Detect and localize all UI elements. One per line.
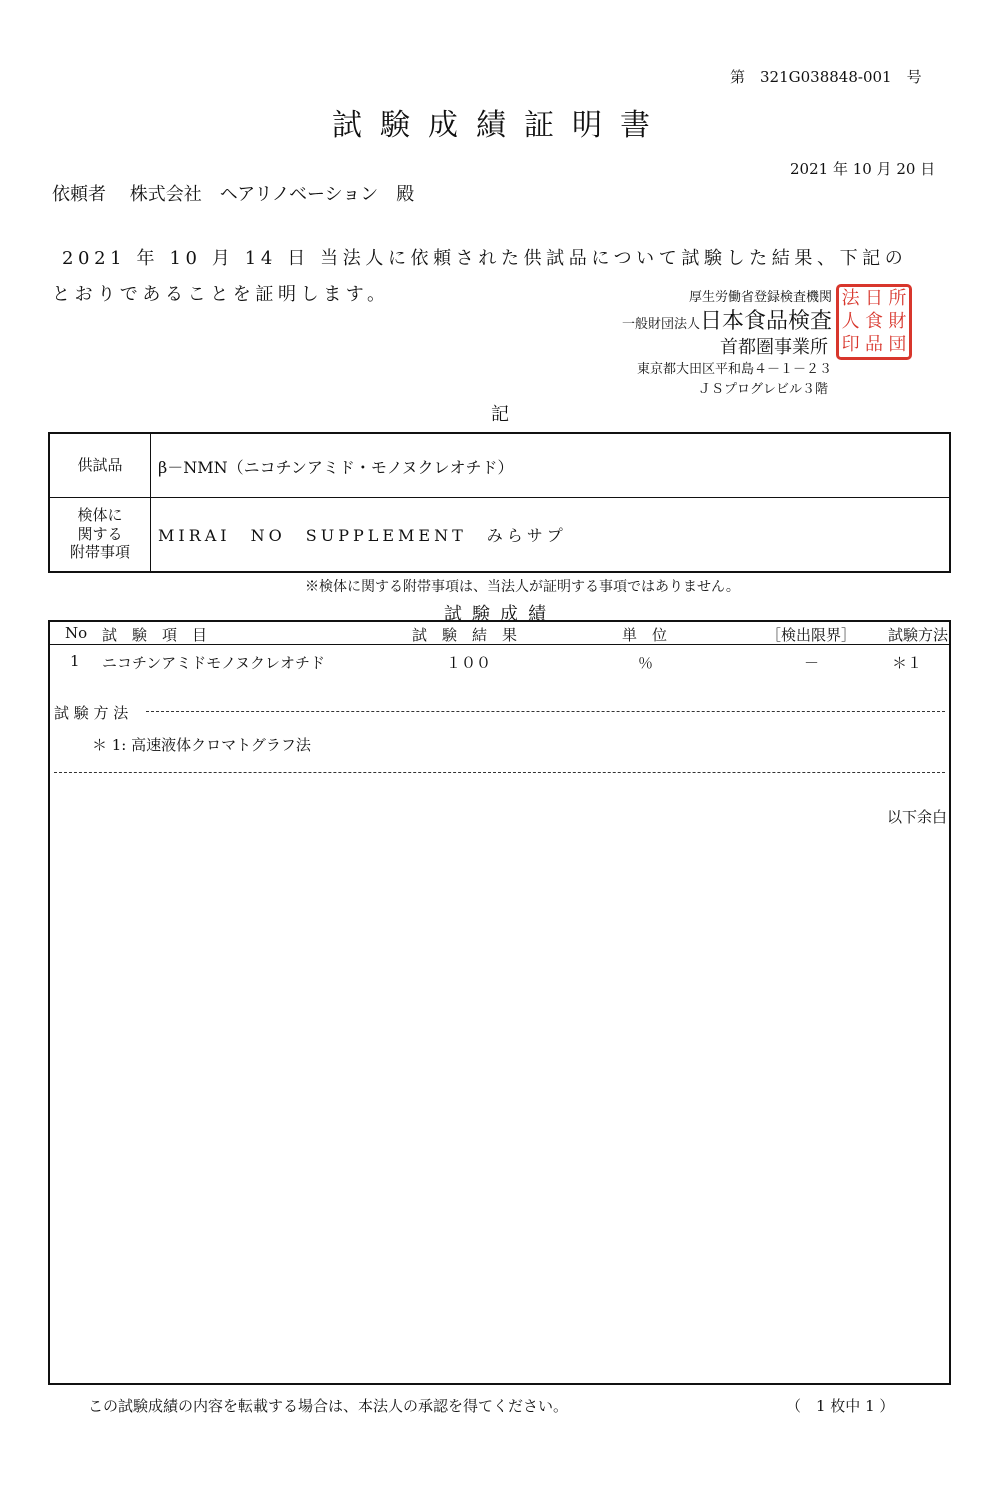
method-entry: ＊ 1: 高速液体クロマトグラフ法 bbox=[92, 736, 311, 754]
client-line: 依頼者 株式会社 ヘアリノベーション 殿 bbox=[52, 184, 415, 205]
sample-row bbox=[50, 434, 949, 498]
seal-char: 法 bbox=[841, 287, 860, 309]
org-address-line-2: ＪＳプログレビル３階 bbox=[697, 382, 828, 397]
seal-char: 人 bbox=[841, 310, 860, 332]
reprint-notice: この試験成績の内容を転載する場合は、本法人の承認を得てください。 bbox=[88, 1397, 569, 1415]
body-text-line-1: 2021 年 10 月 14 日 当法人に依頼された供試品について試験した結果、下記の bbox=[62, 248, 908, 269]
result-row-no: 1 bbox=[70, 652, 80, 670]
header-unit: 単 位 bbox=[622, 626, 668, 644]
body-text-line-2: とおりであることを証明します。 bbox=[52, 284, 390, 305]
methods-label: 試 験 方 法 bbox=[54, 704, 129, 722]
end-mark: 以下余白 bbox=[886, 808, 947, 826]
result-row-limit: － bbox=[804, 654, 820, 672]
header-no: No bbox=[65, 624, 88, 642]
sample-info-table bbox=[48, 432, 951, 573]
header-limit: ［検出限界］ bbox=[766, 626, 857, 644]
seal-char: 印 bbox=[841, 334, 860, 356]
methods-end-divider bbox=[54, 772, 945, 773]
specimen-value: MIRAI NO SUPPLEMENT みらサプ bbox=[158, 526, 567, 545]
specimen-disclaimer: ※検体に関する附帯事項は、当法人が証明する事項ではありません。 bbox=[305, 579, 740, 595]
document-title: 試験成績証明書 bbox=[332, 108, 668, 143]
seal-char: 財 bbox=[888, 310, 907, 332]
official-seal bbox=[836, 284, 912, 360]
org-name: 日本食品検査 bbox=[699, 309, 832, 334]
sample-value: β－NMN（ニコチンアミド・モノヌクレオチド） bbox=[158, 458, 514, 477]
header-result: 試 験 結 果 bbox=[412, 626, 518, 644]
specimen-row bbox=[50, 497, 949, 571]
org-address-line-1: 東京都大田区平和島４－１－２３ bbox=[636, 362, 832, 377]
results-title: 試験成績 bbox=[444, 604, 556, 625]
result-row-item: ニコチンアミドモノヌクレオチド bbox=[102, 654, 326, 672]
header-method: 試験方法 bbox=[888, 626, 949, 644]
result-row-value: １００ bbox=[446, 654, 492, 672]
ki-heading: 記 bbox=[491, 404, 509, 425]
seal-char: 団 bbox=[888, 334, 907, 356]
issue-date: 2021 年 10 月 20 日 bbox=[790, 160, 936, 178]
sample-label: 供試品 bbox=[50, 434, 151, 497]
page-count: （ 1 枚中 1 ） bbox=[786, 1397, 895, 1415]
org-prefix: 一般財団法人 bbox=[621, 317, 700, 332]
methods-divider bbox=[146, 711, 945, 712]
org-branch: 首都圏事業所 bbox=[720, 337, 828, 358]
org-ministry: 厚生労働省登録検査機関 bbox=[688, 290, 832, 305]
certificate-number: 第 321G038848-001 号 bbox=[730, 68, 922, 86]
specimen-label: 検体に 関する 附帯事項 bbox=[50, 497, 151, 571]
result-row-unit: ％ bbox=[638, 654, 654, 672]
result-row-method: ＊１ bbox=[892, 654, 923, 672]
seal-char: 日 bbox=[864, 287, 883, 309]
seal-char: 品 bbox=[864, 334, 883, 356]
seal-char: 所 bbox=[888, 287, 907, 309]
header-item: 試 験 項 目 bbox=[102, 626, 208, 644]
results-table bbox=[48, 620, 951, 1385]
org-name-line bbox=[622, 304, 832, 335]
seal-char: 食 bbox=[864, 310, 883, 332]
header-divider bbox=[50, 644, 949, 645]
